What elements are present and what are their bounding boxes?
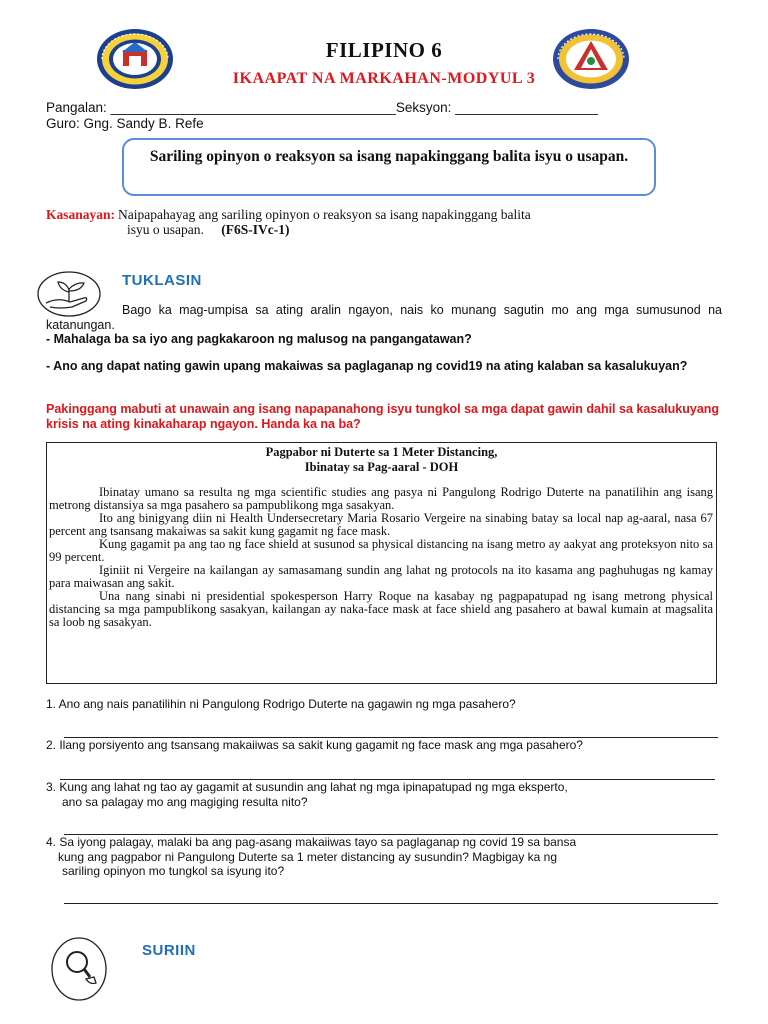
kasanayan-text-line2: isyu o usapan. xyxy=(127,222,204,237)
listening-instruction: Pakinggang mabuti at unawain ang isang napapanahong isyu tungkol sa mga dapat gawin dahil sa kasalukuyang krisis na ating kinakaharap ngayon. Handa ka na ba? xyxy=(46,402,720,431)
news-headline xyxy=(47,445,716,474)
topic-box: Sariling opinyon o reaksyon sa isang napakinggang balita isyu o usapan. xyxy=(122,138,656,196)
pangalan-label: Pangalan: xyxy=(46,100,107,115)
tuklasin-question-2: - Ano ang dapat nating gawin upang makaiwas sa paglaganap ng covid19 na ating kalaban sa kasalukuyan? xyxy=(46,359,688,373)
news-article-box xyxy=(46,442,717,684)
tuklasin-question-1: - Mahalaga ba sa iyo ang pagkakaroon ng malusog na pangangatawan? xyxy=(46,332,472,346)
guro-line: Guro: Gng. Sandy B. Refe xyxy=(46,116,204,131)
news-paragraph: Kung gagamit pa ang tao ng face shield at susunod sa physical distancing na isang metro ay aakyat ang proteksyon nito sa 99 percent. xyxy=(49,537,713,564)
question-3: 3. Kung ang lahat ng tao ay gagamit at susundin ang lahat ng mga ipinapatupad ng mga eksperto, xyxy=(46,780,568,794)
news-headline-line-1: Pagpabor ni Duterte sa 1 Meter Distancing, xyxy=(265,445,498,459)
news-paragraph: Ibinatay umano sa resulta ng mga scientific studies ang pasya ni Pangulong Rodrigo Duterte na panatilihin ang isang metrong distansiya sa mga pasahero sa pampublikong mga sasakyan. xyxy=(49,485,713,512)
page-title: FILIPINO 6 xyxy=(325,38,443,62)
tuklasin-heading: TUKLASIN xyxy=(122,272,202,289)
question-4: 4. Sa iyong palagay, malaki ba ang pag-asang makaiiwas tayo sa paglaganap ng covid 19 sa bansa xyxy=(46,835,577,849)
question-4-cont-2: sariling opinyon mo tungkol sa isyung ito? xyxy=(62,864,285,878)
module-subtitle: IKAAPAT NA MARKAHAN-MODYUL 3 xyxy=(232,70,536,87)
magnifying-glass-icon xyxy=(50,935,108,1001)
answer-line-4[interactable] xyxy=(64,903,718,904)
news-body xyxy=(49,486,713,629)
kasanayan-label: Kasanayan: xyxy=(46,207,116,222)
kasanayan-text: Naipapahayag ang sariling opinyon o reaksyon sa isang napakinggang balita xyxy=(118,207,531,222)
seksyon-field[interactable]: ___________________ xyxy=(455,100,598,115)
tuklasin-intro: Bago ka mag-umpisa sa ating aralin ngayon, nais ko munang sagutin mo ang mga sumusunod na katanungan. xyxy=(46,303,722,332)
kasanayan-text-cont xyxy=(127,222,289,238)
question-1: 1. Ano ang nais panatilihin ni Pangulong Rodrigo Duterte na gagawin ng mga pasahero? xyxy=(46,697,516,711)
question-3-cont: ano sa palagay mo ang magiging resulta nito? xyxy=(62,795,308,809)
news-paragraph: Iginiit ni Vergeire na kailangan ay samasamang sundin ang lahat ng protocols na ito kasama ang paghuhugas ng kamay para maiwasan ang sakit. xyxy=(49,563,713,590)
suriin-heading: SURIIN xyxy=(142,942,196,959)
question-4-cont-1: kung ang pagpabor ni Pangulong Duterte sa 1 meter distancing ay susundin? Magbigay ka ng xyxy=(58,850,558,864)
question-2: 2. Ilang porsiyento ang tsansang makaiiwas sa sakit kung gagamit ng face mask ang mga pasahero? xyxy=(46,738,583,752)
news-headline-line-2: Ibinatay sa Pag-aaral - DOH xyxy=(304,459,459,474)
student-info-line xyxy=(46,100,598,115)
news-paragraph: Ito ang binigyang diin ni Health Undersecretary Maria Rosario Vergeire na sinabing batay sa local nap ag-aaral, nasa 67 percent ang tsansang makaiwas sa sakit kung gagamit ng face mask. xyxy=(49,511,713,538)
pangalan-field[interactable]: ______________________________________ xyxy=(110,100,396,115)
kasanayan-code: (F6S-IVc-1) xyxy=(221,222,290,237)
seksyon-label: Seksyon: xyxy=(395,100,452,115)
news-paragraph: Una nang sinabi ni presidential spokesperson Harry Roque na kasabay ng pagpapatupad ng isang metrong physical distancing sa mga pampublikong sasakyan, kailangan ay naka-face mask at face shield ang pasahero at bawal kumain at magsalita sa loob ng sasakyan. xyxy=(49,589,713,629)
